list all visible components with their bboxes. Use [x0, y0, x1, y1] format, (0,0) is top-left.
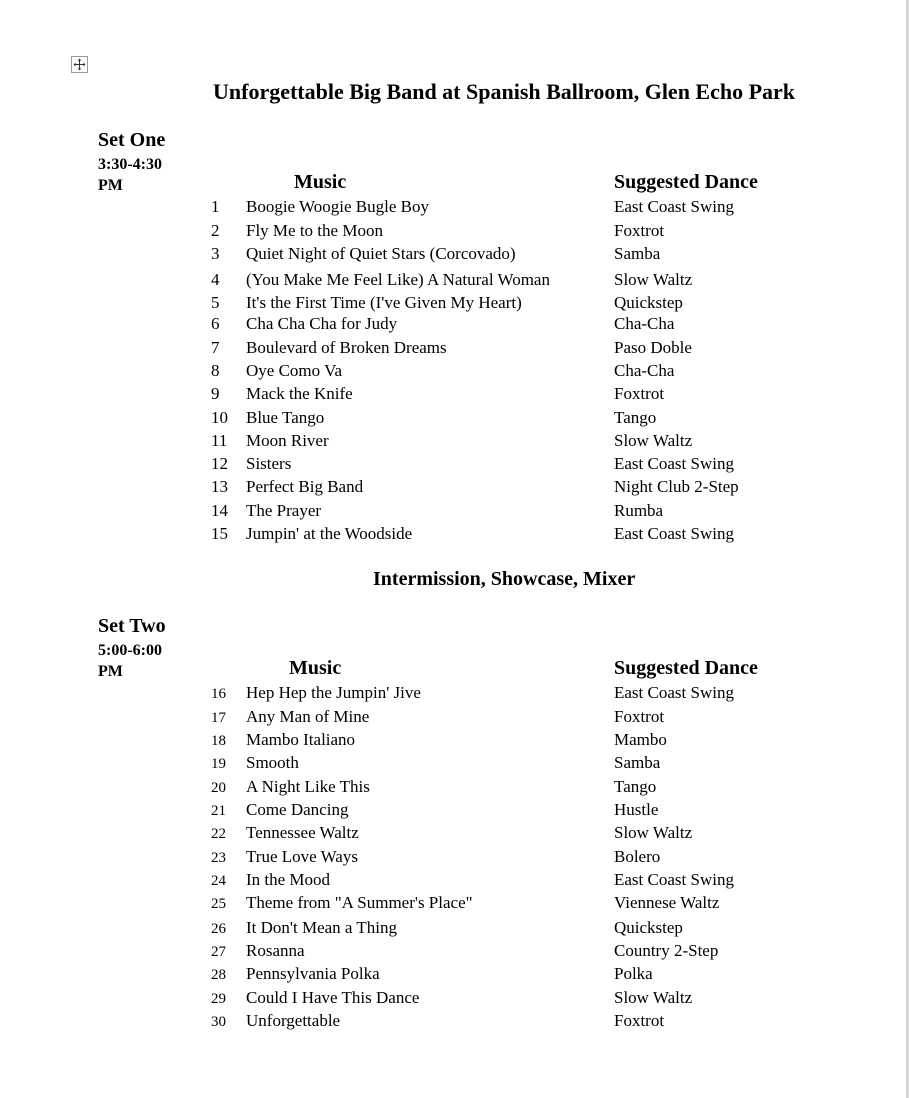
song-title: Boogie Woogie Bugle Boy: [246, 197, 429, 216]
table-row: [0, 730, 909, 752]
table-row: [0, 454, 909, 476]
track-number: 25: [211, 896, 226, 912]
set-one-dance-header: Suggested Dance: [614, 171, 758, 193]
song-title: Unforgettable: [246, 1011, 341, 1030]
suggested-dance: Foxtrot: [614, 707, 665, 726]
suggested-dance: Viennese Waltz: [614, 893, 720, 912]
song-title: Cha Cha Cha for Judy: [246, 314, 398, 333]
suggested-dance: Foxtrot: [614, 221, 665, 240]
song-title: Fly Me to the Moon: [246, 221, 383, 240]
document-title: Unforgettable Big Band at Spanish Ballroom, Glen Echo Park: [213, 79, 796, 104]
table-row: [0, 964, 909, 986]
track-number: 27: [211, 944, 226, 960]
track-number: 1: [211, 197, 220, 216]
track-number: 6: [211, 314, 220, 333]
song-title: Rosanna: [246, 941, 305, 960]
song-title: In the Mood: [246, 870, 331, 889]
track-number: 30: [211, 1014, 226, 1030]
table-move-handle[interactable]: [71, 56, 88, 73]
suggested-dance: Bolero: [614, 847, 661, 866]
song-title: Hep Hep the Jumpin' Jive: [246, 683, 421, 702]
track-number: 8: [211, 361, 220, 380]
table-row: [0, 408, 909, 430]
move-icon: [73, 58, 86, 71]
song-title: A Night Like This: [246, 777, 370, 796]
table-row: [0, 847, 909, 869]
table-row: [0, 988, 909, 1010]
track-number: 29: [211, 991, 226, 1007]
table-row: [0, 314, 909, 336]
suggested-dance: East Coast Swing: [614, 197, 734, 216]
set-one-time: 3:30-4:30 PM: [98, 156, 162, 194]
track-number: 26: [211, 921, 226, 937]
table-row: [0, 197, 909, 219]
song-title: Mack the Knife: [246, 384, 353, 403]
table-row: [0, 361, 909, 383]
song-title: It's the First Time (I've Given My Heart): [246, 293, 522, 312]
suggested-dance: Slow Waltz: [614, 431, 693, 450]
track-number: 19: [211, 756, 226, 772]
track-number: 16: [211, 686, 226, 702]
track-number: 21: [211, 803, 226, 819]
suggested-dance: Night Club 2-Step: [614, 477, 739, 496]
table-row: [0, 338, 909, 360]
track-number: 22: [211, 826, 226, 842]
suggested-dance: Country 2-Step: [614, 941, 719, 960]
suggested-dance: Foxtrot: [614, 1011, 665, 1030]
suggested-dance: Hustle: [614, 800, 659, 819]
table-row: [0, 431, 909, 453]
song-title: Could I Have This Dance: [246, 988, 420, 1007]
set-two-title: Set Two: [98, 615, 166, 637]
track-number: 4: [211, 270, 220, 289]
track-number: 9: [211, 384, 220, 403]
table-row: [0, 777, 909, 799]
song-title: It Don't Mean a Thing: [246, 918, 397, 937]
suggested-dance: Slow Waltz: [614, 988, 693, 1007]
table-row: [0, 384, 909, 406]
song-title: Mambo Italiano: [246, 730, 356, 749]
song-title: Moon River: [246, 431, 329, 450]
track-number: 3: [211, 244, 220, 263]
table-row: [0, 753, 909, 775]
song-title: Jumpin' at the Woodside: [246, 524, 413, 543]
suggested-dance: East Coast Swing: [614, 683, 734, 702]
song-title: Oye Como Va: [246, 361, 343, 380]
table-row: [0, 707, 909, 729]
suggested-dance: Cha-Cha: [614, 314, 675, 333]
song-title: Pennsylvania Polka: [246, 964, 380, 983]
table-row: [0, 293, 909, 315]
intermission-text: Intermission, Showcase, Mixer: [373, 568, 636, 590]
song-title: Boulevard of Broken Dreams: [246, 338, 447, 357]
track-number: 7: [211, 338, 220, 357]
track-number: 14: [211, 501, 228, 520]
table-row: [0, 893, 909, 915]
suggested-dance: East Coast Swing: [614, 870, 734, 889]
suggested-dance: East Coast Swing: [614, 524, 734, 543]
table-row: [0, 800, 909, 822]
song-title: Sisters: [246, 454, 292, 473]
suggested-dance: Tango: [614, 777, 657, 796]
track-number: 24: [211, 873, 226, 889]
table-row: [0, 501, 909, 523]
table-row: [0, 683, 909, 705]
set-two-music-header: Music: [289, 657, 342, 679]
track-number: 17: [211, 710, 226, 726]
set-one-title: Set One: [98, 129, 166, 151]
suggested-dance: Mambo: [614, 730, 667, 749]
song-title: Quiet Night of Quiet Stars (Corcovado): [246, 244, 516, 263]
suggested-dance: Samba: [614, 753, 661, 772]
suggested-dance: Slow Waltz: [614, 270, 693, 289]
song-title: Theme from "A Summer's Place": [246, 893, 473, 912]
song-title: Come Dancing: [246, 800, 349, 819]
suggested-dance: Tango: [614, 408, 657, 427]
suggested-dance: Rumba: [614, 501, 664, 520]
song-title: Smooth: [246, 753, 299, 772]
track-number: 28: [211, 967, 226, 983]
table-row: [0, 941, 909, 963]
set-one-music-header: Music: [294, 171, 347, 193]
song-title: Perfect Big Band: [246, 477, 364, 496]
suggested-dance: Quickstep: [614, 918, 683, 937]
track-number: 5: [211, 293, 220, 312]
song-title: True Love Ways: [246, 847, 358, 866]
suggested-dance: Polka: [614, 964, 653, 983]
table-row: [0, 918, 909, 940]
track-number: 20: [211, 780, 226, 796]
set-two-time: 5:00-6:00 PM: [98, 642, 162, 680]
track-number: 11: [211, 431, 228, 450]
track-number: 18: [211, 733, 226, 749]
track-number: 23: [211, 850, 226, 866]
table-row: [0, 524, 909, 546]
song-title: (You Make Me Feel Like) A Natural Woman: [246, 270, 550, 289]
track-number: 2: [211, 221, 220, 240]
track-number: 12: [211, 454, 228, 473]
suggested-dance: Paso Doble: [614, 338, 692, 357]
table-row: [0, 244, 909, 266]
song-title: Any Man of Mine: [246, 707, 370, 726]
suggested-dance: Quickstep: [614, 293, 683, 312]
track-number: 10: [211, 408, 228, 427]
table-row: [0, 870, 909, 892]
table-row: [0, 221, 909, 243]
suggested-dance: Cha-Cha: [614, 361, 675, 380]
song-title: Tennessee Waltz: [246, 823, 359, 842]
table-row: [0, 477, 909, 499]
suggested-dance: Samba: [614, 244, 661, 263]
suggested-dance: Slow Waltz: [614, 823, 693, 842]
song-title: Blue Tango: [246, 408, 325, 427]
song-title: The Prayer: [246, 501, 322, 520]
suggested-dance: Foxtrot: [614, 384, 665, 403]
set-two-dance-header: Suggested Dance: [614, 657, 758, 679]
table-row: [0, 823, 909, 845]
track-number: 15: [211, 524, 228, 543]
table-row: [0, 270, 909, 292]
track-number: 13: [211, 477, 228, 496]
suggested-dance: East Coast Swing: [614, 454, 734, 473]
table-row: [0, 1011, 909, 1033]
